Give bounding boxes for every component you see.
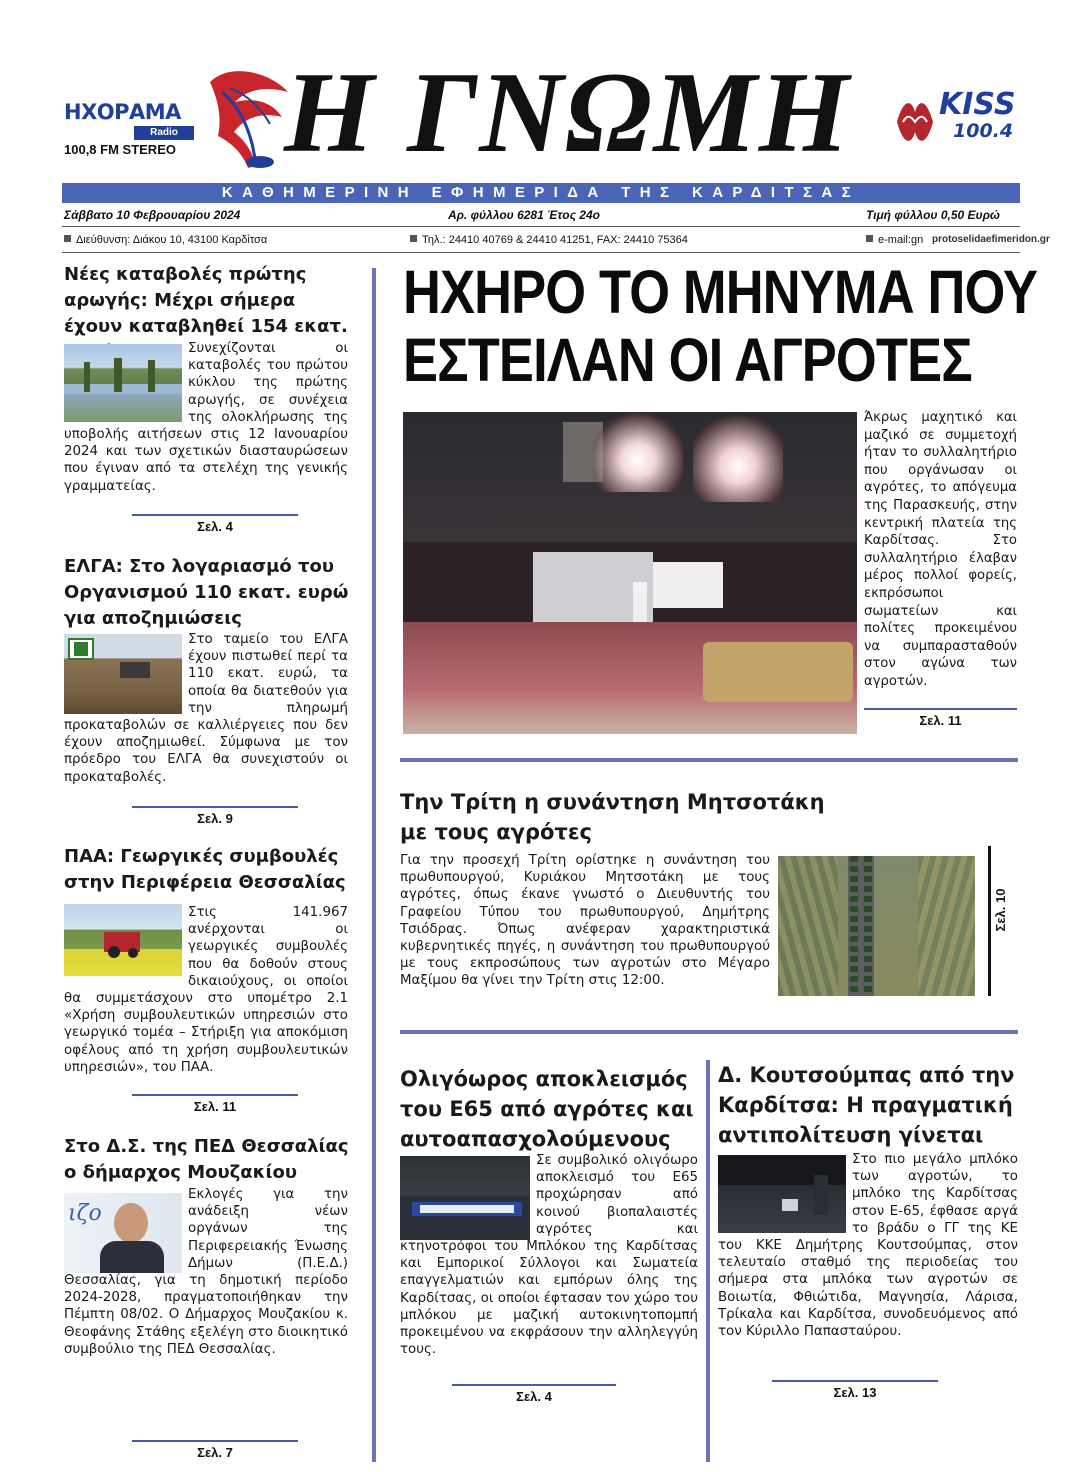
headline-line: αντιπολίτευση γίνεται bbox=[718, 1123, 984, 1147]
float-spacer bbox=[64, 904, 188, 982]
story-body-text: Στις 141.967 ανέρχονται οι γεωργικές συμβουλές που θα δοθούν στους δικαιούχους, οι οποίοι θα συμμετάσχουν στο υπομέτρο 2.1 «Χρήση συμβουλευτικών υπηρεσιών στο γεωργικό τομέα – Στήριξη για αποκόμιση οφέλους από τη χρήση συμβουλευτικών υπηρεσιών», του ΠΑΑ. bbox=[64, 905, 348, 1075]
page-reference[interactable]: Σελ. 11 bbox=[864, 708, 1017, 728]
story-body bbox=[64, 904, 348, 1076]
story-body bbox=[64, 1186, 348, 1358]
story-body-text: Στο πιο μεγάλο μπλόκο των αγροτών, το μπλόκο της Καρδίτσας στον Ε-65, έφθασε αργά το βράδυ ο ΓΓ της ΚΕ του ΚΚΕ Δημήτρης Κουτσούμπας, στον τελευταίο σταθμό της περιοδείας του σήμερα στα μπλόκα των αγροτών σε Βοιωτία, Φθιώτιδα, Μαγνησία, Λάρισα, Τρίκαλα και Καρδίτσα, συνοδευόμενος από τον Κύριλλο Παπασταύρου. bbox=[718, 1152, 1018, 1340]
newspaper-title: Η ΓΝΩΜΗ bbox=[284, 49, 851, 177]
issue-number: Αρ. φύλλου 6281 Έτος 24ο bbox=[448, 208, 600, 222]
mayor-portrait-photo: ιζο bbox=[64, 1193, 182, 1273]
site-watermark: protoselidaefimeridon.gr bbox=[932, 234, 1050, 245]
issue-date: Σάββατο 10 Φεβρουαρίου 2024 bbox=[64, 208, 241, 222]
page-reference[interactable]: Σελ. 7 bbox=[132, 1440, 298, 1460]
page-reference-vertical[interactable]: Σελ. 10 bbox=[993, 888, 1008, 932]
kiss-radio-logo bbox=[893, 88, 1023, 158]
page-reference[interactable]: Σελ. 9 bbox=[132, 806, 298, 826]
story-headline[interactable]: Στο Δ.Σ. της ΠΕΔ Θεσσαλίας ο δήμαρχος Μουζακίου bbox=[64, 1136, 349, 1183]
ichorama-logo-sub: Radio bbox=[134, 126, 194, 140]
protest-flares-photo bbox=[403, 412, 857, 734]
tagline-bar: ΚΑΘΗΜΕΡΙΝΗ ΕΦΗΜΕΡΙΔΑ ΤΗΣ ΚΑΡΔΙΤΣΑΣ bbox=[62, 183, 1020, 203]
section-divider bbox=[400, 1030, 1018, 1034]
column-divider bbox=[706, 1060, 710, 1462]
float-spacer bbox=[64, 631, 188, 717]
story-headline[interactable]: ΠΑΑ: Γεωργικές συμβουλές στην Περιφέρεια Θεσσαλίας bbox=[64, 846, 346, 893]
story-headline[interactable] bbox=[400, 787, 980, 847]
bullet-square-icon bbox=[64, 235, 71, 242]
kiss-logo-name: KISS bbox=[939, 87, 1016, 122]
story-body bbox=[718, 1151, 1018, 1340]
lead-body: Άκρως μαχητικό και μαζικό σε συμμετοχή ήταν το συλλαλητήριο που οργάνωσαν οι αγρότες, το απόγευμα της Παρασκευής, στην κεντρική πλατεία της Καρδίτσας. Στο συλλαλητήριο έλαβαν μέρος πολλοί φορείς, εκπρόσωποι σωματείων και πολίτες προκειμένου να συμπαρασταθούν στον αγώνα των αγροτών. bbox=[864, 410, 1017, 689]
headline-line: Καρδίτσα: Η πραγματική bbox=[718, 1093, 1013, 1117]
story-headline[interactable] bbox=[400, 1064, 700, 1154]
story-headline[interactable]: ΕΛΓΑ: Στο λογαριασμό του Οργανισμού 110 εκατ. ευρώ για αποζημιώσεις bbox=[64, 556, 349, 629]
headline-line: του Ε65 από αγρότες και bbox=[400, 1097, 694, 1121]
page-reference[interactable]: Σελ. 4 bbox=[132, 514, 298, 534]
lead-headline-line: ΕΣΤΕΙΛΑΝ ΟΙ ΑΓΡΟΤΕΣ bbox=[403, 326, 972, 394]
page-reference[interactable]: Σελ. 4 bbox=[452, 1384, 616, 1404]
story-body bbox=[400, 1152, 698, 1358]
ichorama-frequency: 100,8 FM STEREO bbox=[64, 142, 176, 157]
float-spacer bbox=[400, 1152, 536, 1238]
quill-logo-icon bbox=[200, 62, 292, 172]
issue-price: Τιμή φύλλου 0,50 Ευρώ bbox=[866, 208, 1000, 222]
float-spacer bbox=[64, 1186, 188, 1270]
headline-line: Ολιγόωρος αποκλεισμός bbox=[400, 1067, 688, 1091]
bullet-square-icon bbox=[410, 235, 417, 242]
story-body-text: Σε συμβολικό ολιγόωρο αποκλεισμό του Ε65 προχώρησαν από κοινού βιοπαλαιστές αγρότες και κτηνοτρόφοι του Μπλόκου της Καρδίτσας και Εμπορικοί Σύλλογοι και Σωματεία επαγγελματιών και εμπόρων όλης της Καρδίτσας, οι οποίοι έφτασαν τον χώρο του μπλόκου με μαζική αυτοκινητοπομπή προκειμένου να εκφράσουν την αλληλεγγύη τους. bbox=[400, 1153, 698, 1358]
section-divider bbox=[400, 758, 1018, 762]
email-text: e-mail:gn bbox=[878, 234, 924, 246]
story-body-text: Συνεχίζονται οι καταβολές του πρώτου κύκλου της πρώτης αρωγής, σε συνέχεια της ολοκλήρωσης της υποβολής αιτήσεων στις 12 Ιανουαρίου 2024 και των σχετικών διασταυρώσεων που έγιναν από τα στελέχη της γενικής γραμματείας. bbox=[64, 341, 348, 494]
headline-line: Δ. Κουτσούμπας από την bbox=[718, 1063, 1015, 1087]
story-body: Για την προσεχή Τρίτη ορίστηκε η συνάντηση του πρωθυπουργού, Κυριάκου Μητσοτάκη με τους αγρότες, όπως έκανε γνωστό ο Διευθυντής του Γραφείου Τύπου του πρωθυπουργού, Δημήτρης Τσιόδρας. Όπως ανέφεραν χαρακτηριστικά κυβερνητικές πηγές, η συνάντηση του πρωθυπουργού με τους εκπροσώπους των αγροτών στο Μέγαρο Μαξίμου θα γίνει την Τρίτη στις 12:00. bbox=[400, 853, 770, 989]
contact-phone bbox=[410, 234, 688, 246]
bullet-square-icon bbox=[866, 235, 873, 242]
column-divider bbox=[372, 268, 376, 1462]
story-body-text: Στο ταμείο του ΕΛΓΑ έχουν πιστωθεί περί τα 110 εκατ. ευρώ, τα οποία θα διατεθούν για την πληρωμή προκαταβολών σε καλλιέργειες που δεν έχουν αποζημιωθεί. Σύμφωνα με τον πρόεδρο του ΕΛΓΑ θα συνεχιστούν οι προκαταβολές. bbox=[64, 632, 348, 785]
vertical-ref-rule bbox=[988, 846, 991, 996]
lead-headline-line: ΗΧΗΡΟ ΤΟ ΜΗΝΥΜΑ ΠΟΥ bbox=[403, 258, 1038, 326]
contact-address bbox=[64, 234, 267, 246]
story-body bbox=[64, 340, 348, 495]
headline-line: Την Τρίτη η συνάντηση Μητσοτάκη bbox=[400, 790, 825, 814]
kiss-lips-icon bbox=[893, 94, 937, 150]
contact-divider bbox=[62, 252, 1020, 253]
address-text: Διεύθυνση: Διάκου 10, 43100 Καρδίτσα bbox=[76, 234, 268, 246]
float-spacer bbox=[64, 340, 188, 424]
lead-headline[interactable] bbox=[403, 258, 1038, 394]
story-headline[interactable]: Νέες καταβολές πρώτης αρωγής: Μέχρι σήμερα έχουν καταβληθεί 154 εκατ. bbox=[64, 264, 348, 337]
story-body bbox=[64, 631, 348, 786]
page-reference[interactable]: Σελ. 11 bbox=[132, 1094, 298, 1114]
page-reference[interactable]: Σελ. 13 bbox=[772, 1380, 938, 1400]
float-spacer bbox=[718, 1151, 852, 1237]
tractor-blockade-aerial-photo bbox=[778, 856, 975, 996]
headline-line: με τους αγρότες bbox=[400, 820, 592, 844]
contact-email bbox=[866, 234, 923, 246]
ichorama-logo-name: ΗΧΟΡΑΜΑ bbox=[64, 100, 181, 124]
headline-line: αυτοαπασχολούμενους bbox=[400, 1127, 671, 1151]
phone-text: Τηλ.: 24410 40769 & 24410 41251, FAX: 24410 75364 bbox=[422, 234, 688, 246]
story-body-text: Εκλογές για την ανάδειξη νέων οργάνων της Περιφερειακής Ένωσης Δήμων (Π.Ε.Δ.) Θεσσαλίας, για τη δημοτική περίοδο 2024-2028, πραγματοποιήθηκαν την Πέμπτη 08/02. Ο Δήμαρχος Μουζακίου κ. Θεοφάνης Στάθης εξελέγη στο διοικητικό συμβούλιο της ΠΕΔ Θεσσαλίας. bbox=[64, 1187, 348, 1357]
masthead-divider bbox=[62, 226, 1020, 227]
kiss-logo-frequency: 100.4 bbox=[953, 120, 1014, 142]
